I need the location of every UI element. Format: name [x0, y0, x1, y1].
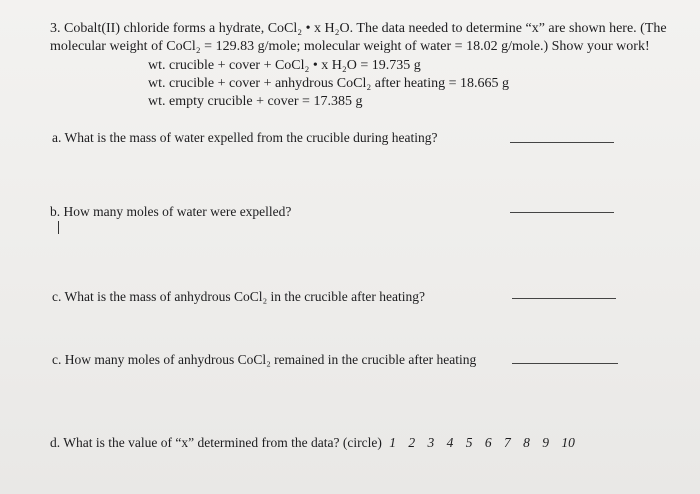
data-line-anhydrous: wt. crucible + cover + anhydrous CoCl₂ after heating = 18.665 g — [148, 76, 509, 91]
answer-blank-b[interactable] — [510, 212, 614, 213]
answer-blank-c-mass[interactable] — [512, 298, 616, 299]
data-line-empty: wt. empty crucible + cover = 17.385 g — [148, 94, 363, 109]
answer-blank-c-moles[interactable] — [512, 363, 618, 364]
choice-8[interactable]: 8 — [523, 435, 530, 450]
data-line-hydrate: wt. crucible + cover + CoCl₂ • x H₂O = 19.735 g — [148, 58, 421, 73]
choice-6[interactable]: 6 — [484, 435, 492, 450]
problem-statement-line-2: molecular weight of CoCl₂ = 129.83 g/mole; molecular weight of water = 18.02 g/mole.) Show your work! — [50, 39, 650, 54]
answer-blank-a[interactable] — [510, 142, 614, 143]
choice-3[interactable]: 3 — [427, 435, 435, 450]
choice-7[interactable]: 7 — [503, 435, 511, 450]
choice-10[interactable]: 10 — [561, 435, 575, 450]
question-c-mass: c. What is the mass of anhydrous CoCl₂ in the crucible after heating? — [52, 289, 425, 304]
question-a: a. What is the mass of water expelled from the crucible during heating? — [52, 130, 438, 145]
choice-5[interactable]: 5 — [465, 435, 473, 450]
choice-4[interactable]: 4 — [446, 435, 454, 450]
choice-1[interactable]: 1 — [389, 435, 396, 450]
choice-2[interactable]: 2 — [408, 435, 416, 450]
question-b: b. How many moles of water were expelled? — [50, 204, 292, 219]
choice-9[interactable]: 9 — [542, 435, 549, 450]
problem-statement-line-1: 3. Cobalt(II) chloride forms a hydrate, CoCl₂ • x H₂O. The data needed to determine “x” are shown here. (The — [50, 21, 667, 36]
question-d-text: d. What is the value of “x” determined from the data? (circle) — [50, 435, 382, 450]
question-c-moles: c. How many moles of anhydrous CoCl₂ remained in the crucible after heating — [52, 352, 477, 367]
choice-list — [385, 435, 575, 450]
text-cursor — [58, 221, 59, 234]
question-d — [50, 434, 575, 452]
